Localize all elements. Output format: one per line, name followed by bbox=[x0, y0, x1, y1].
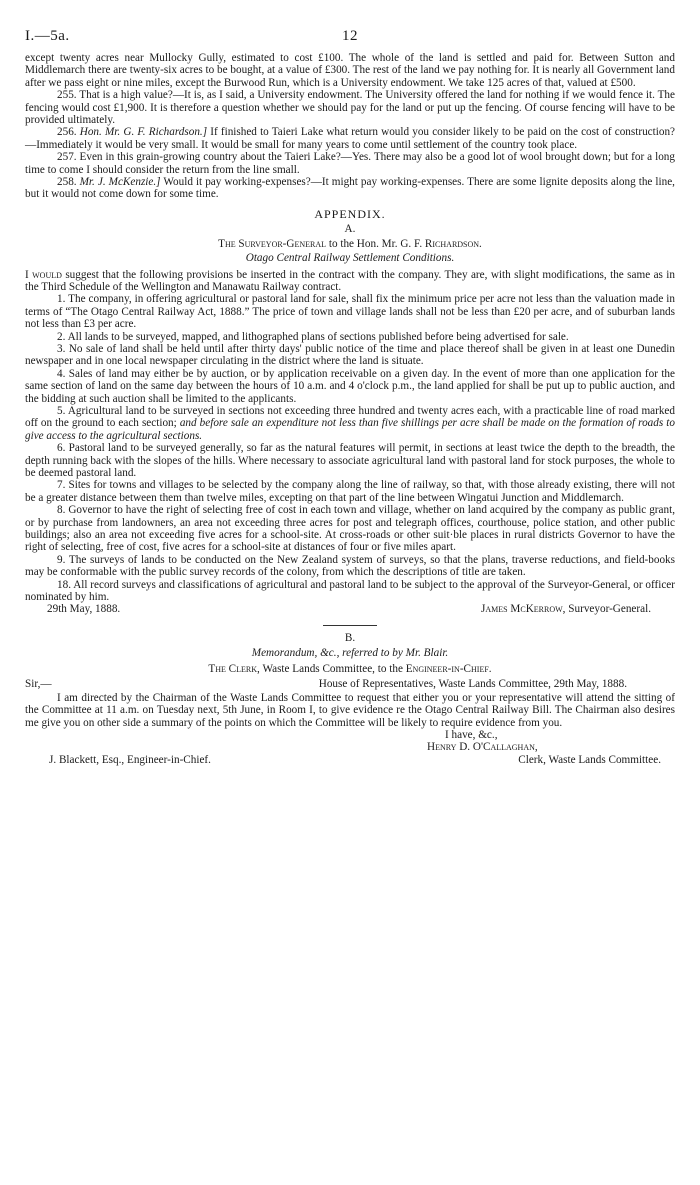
evidence-question-256: 256. Hon. Mr. G. F. Richardson.] If finished to Taieri Lake what return would you consider likely to be paid on the cost of construction?—Immediately it would be very small. It would be small for many years to come until settlement of the country took place. bbox=[25, 126, 676, 151]
letter-addressee: J. Blackett, Esq., Engineer-in-Chief. bbox=[49, 753, 211, 766]
speaker: Hon. Mr. G. F. Richardson.] bbox=[79, 126, 208, 139]
letter-salutation-row bbox=[25, 678, 675, 692]
evidence-question-258: 258. Mr. J. McKenzie.] Would it pay working-expenses?—It might pay working-expenses. There are some lignite deposits along the line, but it would not come down for some time. bbox=[25, 176, 675, 201]
section-divider bbox=[323, 625, 377, 626]
section-b-subtitle: Memorandum, &c., referred to by Mr. Blair. bbox=[251, 646, 449, 659]
letter-signer: Henry D. O'Callaghan, bbox=[427, 741, 538, 754]
letter-signer-title: Clerk, Waste Lands Committee. bbox=[518, 753, 661, 766]
section-b-heading: The Clerk, Waste Lands Committee, to the Engineer-in-Chief. bbox=[208, 663, 492, 676]
evidence-question-257: 257. Even in this grain-growing country about the Taieri Lake?—Yes. There may also be a good lot of wool brought down; but for a long time to come I should consider the return from the line small. bbox=[25, 151, 675, 176]
paper-reference: I.—5a. bbox=[25, 28, 70, 44]
section-a-letter: A. bbox=[344, 223, 356, 236]
evidence-paragraph: except twenty acres near Mullocky Gully, estimated to cost £100. The whole of the land is settled and paid for. Between Sutton and Middlemarch there are twenty-six acres to be bought, at a value of £300. The rest of the land we pay nothing for. It is nearly all Government land after we pass eight or nine miles, except the Burwood Run, which is a University endowment. We take 125 acres of that, valued at £500. bbox=[25, 52, 675, 89]
section-a-intro: I would suggest that the following provisions be inserted in the contract with the company. They are, with slight modifications, the same as in the Third Schedule of the Wellington and Manawatu Railway contract. bbox=[25, 268, 676, 293]
clause-5: 5. Agricultural land to be surveyed in sections not exceeding three hundred and twenty acres each, with a practicable line of road marked off on the ground to each section; and before sale an expenditure not less than five shillings per acre shall be made on the formation of roads to give access to the agricultural sections. bbox=[25, 404, 675, 442]
appendix-heading: APPENDIX. bbox=[314, 206, 386, 221]
clause-1: 1. The company, in offering agricultural or pastoral land for sale, shall fix the minimum price per acre not less than the valuation made in terms of “The Otago Central Railway Act, 1888.” The price of town and village lands shall not be less than £20 per acre, and of suburban lands not less than £3 per acre. bbox=[25, 293, 675, 331]
evidence-question-255: 255. That is a high value?—It is, as I said, a University endowment. The University offered the land for nothing if we would fence it. The fencing would cost £1,900. It is therefore a question whether we should pay for the land or put up the fencing. Of course fencing will have to be provided ultimately. bbox=[25, 89, 675, 127]
clause-6: 6. Pastoral land to be surveyed generally, so far as the natural features will permit, in sections at least twice the depth to the breadth, the depth running back with the slopes of the hills. Where necessary to associate agricultural land with pastoral land for stock purposes, the whole to be deemed pastoral land. bbox=[25, 442, 675, 479]
letter-body: I am directed by the Chairman of the Waste Lands Committee to request that either you or your representative will attend the sitting of the Committee at 11 a.m. on Tuesday next, 5th June, in Room I, to give evidence re the Otago Central Railway Bill. The Chairman also desires me give you on other side a summary of the points on which the Committee will be likely to require evidence from you. bbox=[25, 691, 675, 729]
document-page bbox=[25, 0, 675, 768]
letter-closing: I have, &c., bbox=[445, 728, 498, 741]
section-a-signature-row bbox=[25, 603, 675, 617]
salutation: Sir,— bbox=[25, 677, 52, 690]
page-number: 12 bbox=[342, 28, 358, 44]
section-a-date: 29th May, 1888. bbox=[47, 603, 121, 616]
clause-4: 4. Sales of land may either be by auction, or by application receivable on a given day. In the event of more than one application for the same section of land on the same day between the hours of 10 a.m. and 4 o'clock p.m., the land applied for shall be put up to public auction, and the bidding at such auction shall be limited to the applicants. bbox=[25, 367, 675, 405]
clause-2: 2. All lands to be surveyed, mapped, and lithographed plans of sections published before being advertised for sale. bbox=[57, 330, 569, 343]
section-a-heading: The Surveyor-General to the Hon. Mr. G. F. Richardson. bbox=[218, 237, 482, 250]
clause-8: 8. Governor to have the right of selecting free of cost in each town and village, whether on land acquired by the company as public grant, or by purchase from landowners, an area not exceeding three acres for post and telegraph offices, courthouse, police station, and other public buildings; also an area not exceeding five acres for a school-site. At cross-roads or other suit·ble places in rural districts Governor to have the right of selecting, free of cost, five acres for a school-site at distances of four or five miles apart. bbox=[25, 504, 675, 554]
clause-9: 9. The surveys of lands to be conducted on the New Zealand system of surveys, so that the plans, traverse reductions, and field-books may be conformable with the public survey records of the colony, from which the descriptions of title are taken. bbox=[25, 553, 675, 579]
letter-final-row bbox=[25, 754, 675, 768]
section-a-subtitle: Otago Central Railway Settlement Conditions. bbox=[245, 252, 455, 265]
section-b-letter: B. bbox=[344, 632, 356, 645]
section-a-signature: James McKerrow, Surveyor-General. bbox=[481, 603, 651, 616]
letter-address: House of Representatives, Waste Lands Committee, 29th May, 1888. bbox=[318, 677, 627, 690]
page-header bbox=[25, 30, 675, 52]
clause-7: 7. Sites for towns and villages to be selected by the company along the line of railway, so that, with those already existing, there will not be a greater distance between them than twelve miles, excepting on that part of the line between Wingatui Junction and Middlemarch. bbox=[25, 479, 675, 504]
speaker: Mr. J. McKenzie.] bbox=[79, 176, 161, 189]
clause-18: 18. All record surveys and classifications of agricultural and pastoral land to be subject to the approval of the Surveyor-General, or officer nominated by him. bbox=[25, 578, 675, 604]
clause-3: 3. No sale of land shall be held until after thirty days' public notice of the time and place thereof shall be given in at least one Dunedin newspaper and in one local newspaper circulating in the district where the land is situate. bbox=[25, 342, 675, 368]
